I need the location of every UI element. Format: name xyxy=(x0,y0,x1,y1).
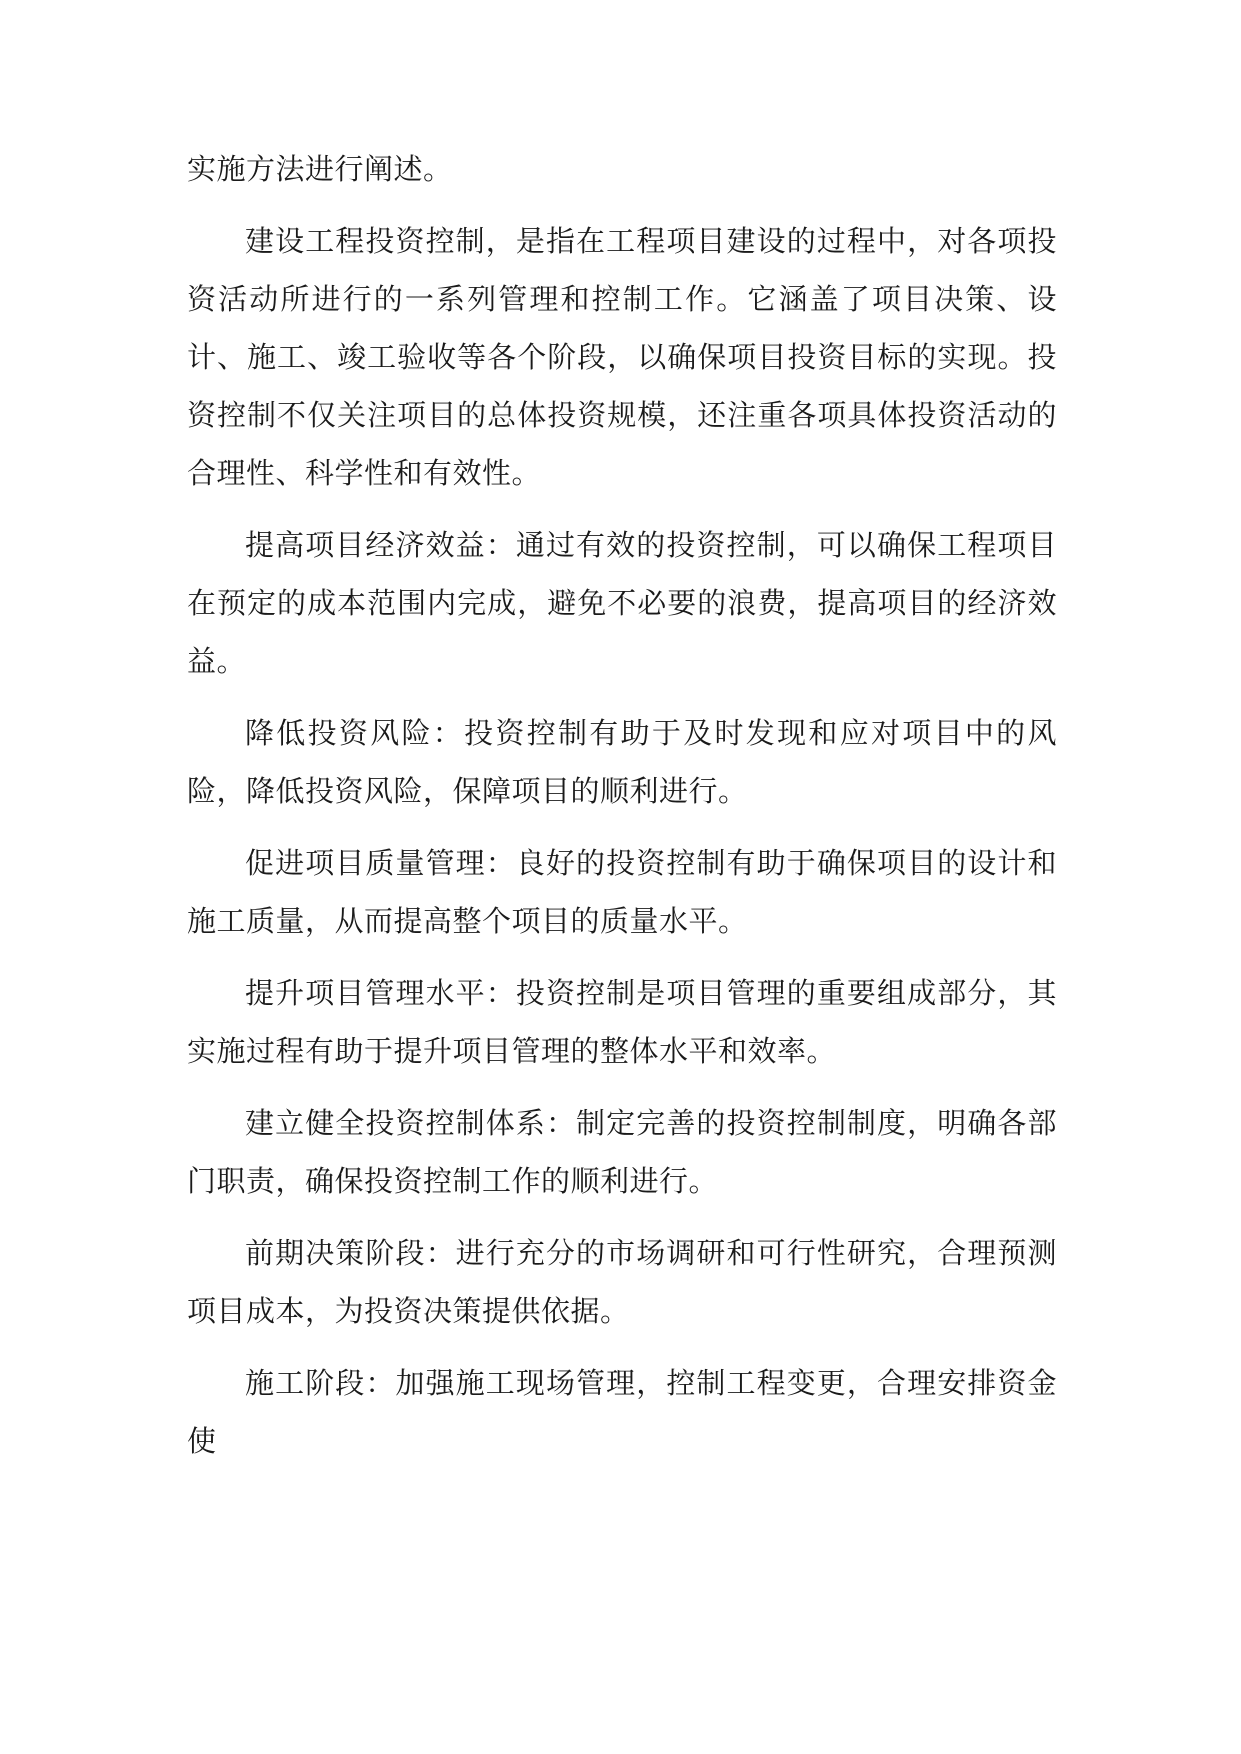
paragraph-management-level: 提升项目管理水平：投资控制是项目管理的重要组成部分，其实施过程有助于提升项目管理的整体水平和效率。 xyxy=(187,976,1057,1068)
paragraph-economic-benefit: 提高项目经济效益：通过有效的投资控制，可以确保工程项目在预定的成本范围内完成，避免不必要的浪费，提高项目的经济效益。 xyxy=(187,528,1057,678)
paragraph-decision-stage: 前期决策阶段：进行充分的市场调研和可行性研究，合理预测项目成本，为投资决策提供依据。 xyxy=(187,1236,1057,1328)
paragraph-reduce-risk: 降低投资风险：投资控制有助于及时发现和应对项目中的风险，降低投资风险，保障项目的顺利进行。 xyxy=(187,716,1057,808)
paragraph-investment-control-definition: 建设工程投资控制，是指在工程项目建设的过程中，对各项投资活动所进行的一系列管理和控制工作。它涵盖了项目决策、设计、施工、竣工验收等各个阶段，以确保项目投资目标的实现。投资控制不仅关注项目的总体投资规模，还注重各项具体投资活动的合理性、科学性和有效性。 xyxy=(187,224,1057,490)
document-body xyxy=(187,140,1057,1484)
paragraph-control-system: 建立健全投资控制体系：制定完善的投资控制制度，明确各部门职责，确保投资控制工作的顺利进行。 xyxy=(187,1106,1057,1198)
paragraph-continuation: 实施方法进行阐述。 xyxy=(187,152,453,186)
paragraph-construction-stage: 施工阶段：加强施工现场管理，控制工程变更，合理安排资金使 xyxy=(187,1366,1057,1458)
paragraph-quality-management: 促进项目质量管理：良好的投资控制有助于确保项目的设计和施工质量，从而提高整个项目的质量水平。 xyxy=(187,846,1057,938)
